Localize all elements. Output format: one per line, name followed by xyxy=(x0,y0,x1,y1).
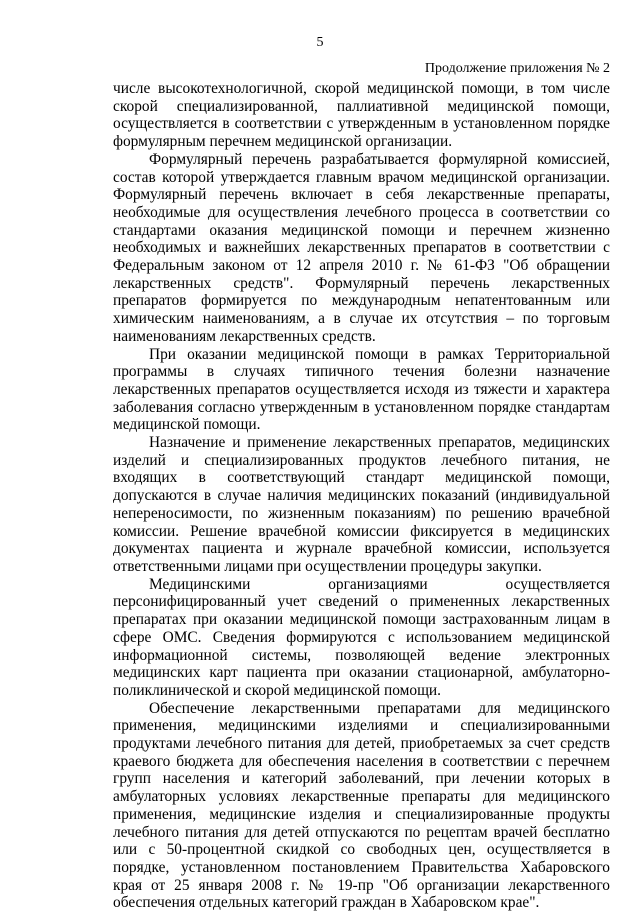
paragraph-continuation: числе высокотехнологичной, скорой медицинской помощи, в том числе скорой специализированной, паллиативной медицинской помощи, осуществляется в соответствии с утвержденным в установленном порядке формулярным перечнем медицинской организации. xyxy=(113,80,610,151)
running-header: Продолжение приложения № 2 xyxy=(424,61,610,76)
page-number: 5 xyxy=(316,35,324,50)
paragraph-typical-course: При оказании медицинской помощи в рамках Территориальной программы в случаях типичного течения болезни назначение лекарственных препаратов осуществляется исходя из тяжести и характера заболевания согласно утвержденным в установленном порядке стандартам медицинской помощи. xyxy=(113,345,610,434)
paragraph-drug-provision: Обеспечение лекарственными препаратами для медицинского применения, медицинскими изделиями и специализированными продуктами лечебного питания для детей, приобретаемых за счет средств краевого бюджета для обеспечения населения в соответствии с перечнем групп населения и категорий заболеваний, при лечении которых в амбулаторных условиях лекарственные препараты для медицинского применения, медицинские изделия и специализированные продукты лечебного питания для детей отпускаются по рецептам врачей бесплатно или с 50-процентной скидкой со свободных цен, осуществляется в порядке, установленном постановлением Правительства Хабаровского края от 25 января 2008 г. № 19-пр "Об организации лекарственного обеспечения отдельных категорий граждан в Хабаровском крае". xyxy=(113,699,610,912)
paragraph-personalized-accounting: Медицинскими организациями осуществляется персонифицированный учет сведений о примененных лекарственных препаратах при оказании медицинской помощи застрахованным лицам в сфере ОМС. Сведения формируются с использованием медицинской информационной системы, позволяющей ведение электронных медицинских карт пациента при оказании стационарной, амбулаторно-поликлинической и скорой медицинской помощи. xyxy=(113,575,610,699)
paragraph-prescription-outside-standard: Назначение и применение лекарственных препаратов, медицинских изделий и специализированных продуктов лечебного питания, не входящих в соответствующий стандарт медицинской помощи, допускаются в случае наличия медицинских показаний (индивидуальной непереносимости, по жизненным показаниям) по решению врачебной комиссии. Решение врачебной комиссии фиксируется в медицинских документах пациента и журнале врачебной комиссии, используется ответственными лицами при осуществлении процедуры закупки. xyxy=(113,434,610,575)
document-body xyxy=(113,80,610,912)
paragraph-formulary-list: Формулярный перечень разрабатывается формулярной комиссией, состав которой утверждается главным врачом медицинской организации. Формулярный перечень включает в себя лекарственные препараты, необходимые для осуществления лечебного процесса в соответствии со стандартами оказания медицинской помощи и перечнем жизненно необходимых и важнейших лекарственных препаратов в соответствии с Федеральным законом от 12 апреля 2010 г. № 61-ФЗ "Об обращении лекарственных средств". Формулярный перечень лекарственных препаратов формируется по международным непатентованным или химическим наименованиям, а в случае их отсутствия – по торговым наименованиям лекарственных средств. xyxy=(113,150,610,345)
